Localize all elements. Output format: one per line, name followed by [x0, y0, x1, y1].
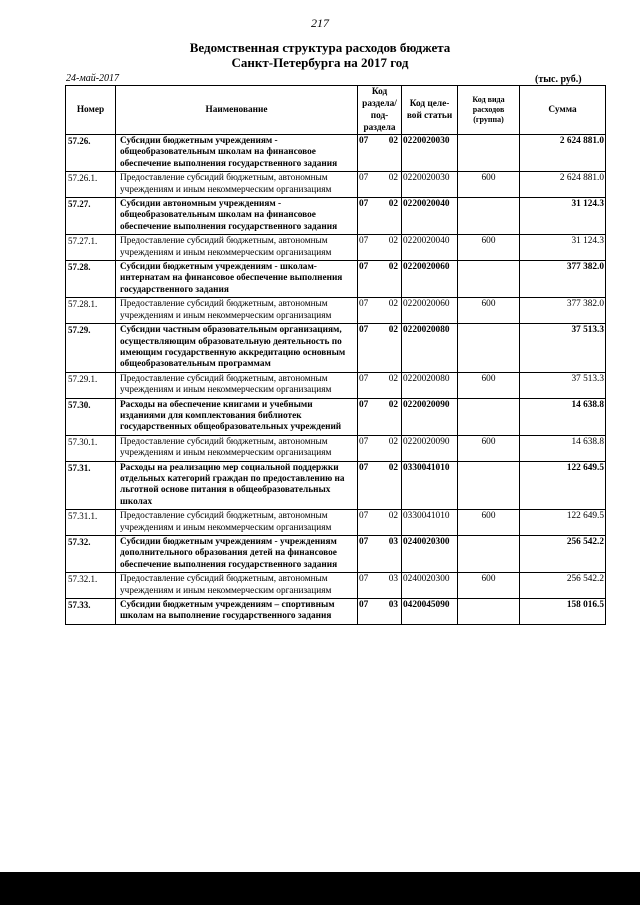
row-subsection-code: 03	[380, 573, 402, 599]
row-sum: 14 638.8	[520, 435, 606, 461]
title-line-1: Ведомственная структура расходов бюджета	[189, 40, 451, 55]
header-sum: Сумма	[520, 86, 606, 135]
row-sum: 31 124.3	[520, 198, 606, 235]
row-number: 57.29.1.	[66, 372, 116, 398]
row-section-code: 07	[358, 372, 380, 398]
row-target-code: 0240020300	[402, 536, 458, 573]
row-number: 57.27.1.	[66, 235, 116, 261]
row-target-code: 0220020080	[402, 324, 458, 373]
row-name: Расходы на обеспечение книгами и учебными изданиями для комплектования библиотек государственных общеобразовательных учреждений	[116, 398, 358, 435]
row-section-code: 07	[358, 461, 380, 510]
row-number: 57.31.1.	[66, 510, 116, 536]
document-date: 24-май-2017	[66, 73, 120, 84]
row-name: Предоставление субсидий бюджетным, автономным учреждениям и иным некоммерческим организациям	[116, 435, 358, 461]
row-number: 57.27.	[66, 198, 116, 235]
row-section-code: 07	[358, 324, 380, 373]
row-sum: 31 124.3	[520, 235, 606, 261]
row-target-code: 0220020030	[402, 135, 458, 172]
scan-bottom-edge	[0, 872, 640, 905]
row-section-code: 07	[358, 398, 380, 435]
table-row	[66, 135, 606, 172]
row-sum: 2 624 881.0	[520, 135, 606, 172]
row-name: Предоставление субсидий бюджетным, автономным учреждениям и иным некоммерческим организациям	[116, 510, 358, 536]
table-row	[66, 198, 606, 235]
row-name: Предоставление субсидий бюджетным, автономным учреждениям и иным некоммерческим организациям	[116, 298, 358, 324]
row-subsection-code: 02	[380, 298, 402, 324]
row-section-code: 07	[358, 235, 380, 261]
row-section-code: 07	[358, 599, 380, 625]
row-sum: 377 382.0	[520, 298, 606, 324]
table-row	[66, 372, 606, 398]
row-name: Субсидии бюджетным учреждениям – спортивным школам на выполнение государственного задания	[116, 599, 358, 625]
header-section: Код раздела/ под-раздела	[358, 86, 402, 135]
row-subsection-code: 02	[380, 398, 402, 435]
row-expense-type-code	[458, 398, 520, 435]
header-num: Номер	[66, 86, 116, 135]
row-name: Предоставление субсидий бюджетным, автономным учреждениям и иным некоммерческим организациям	[116, 235, 358, 261]
row-sum: 158 016.5	[520, 599, 606, 625]
row-section-code: 07	[358, 261, 380, 298]
table-row	[66, 573, 606, 599]
units-label: (тыс. руб.)	[535, 74, 582, 85]
row-name: Субсидии бюджетным учреждениям - учреждениям дополнительного образования детей на финансовое обеспечение выполнения государственного задания	[116, 536, 358, 573]
table-row	[66, 235, 606, 261]
row-subsection-code: 02	[380, 261, 402, 298]
row-number: 57.29.	[66, 324, 116, 373]
row-section-code: 07	[358, 435, 380, 461]
row-number: 57.26.	[66, 135, 116, 172]
row-name: Субсидии бюджетным учреждениям - общеобразовательным школам на финансовое обеспечение выполнения государственного задания	[116, 135, 358, 172]
table-row	[66, 510, 606, 536]
table-row	[66, 599, 606, 625]
header-expense-type: Код вида расходов (группа)	[458, 86, 520, 135]
row-number: 57.30.1.	[66, 435, 116, 461]
row-subsection-code: 02	[380, 510, 402, 536]
row-section-code: 07	[358, 298, 380, 324]
table-header-row	[66, 86, 606, 135]
table-row	[66, 324, 606, 373]
table-row	[66, 172, 606, 198]
row-number: 57.28.	[66, 261, 116, 298]
row-subsection-code: 02	[380, 461, 402, 510]
header-name: Наименование	[116, 86, 358, 135]
row-sum: 256 542.2	[520, 573, 606, 599]
row-section-code: 07	[358, 510, 380, 536]
row-subsection-code: 02	[380, 198, 402, 235]
row-sum: 2 624 881.0	[520, 172, 606, 198]
table-row	[66, 298, 606, 324]
row-target-code: 0220020060	[402, 298, 458, 324]
budget-table	[65, 85, 606, 625]
row-expense-type-code: 600	[458, 573, 520, 599]
row-sum: 122 649.5	[520, 461, 606, 510]
row-section-code: 07	[358, 135, 380, 172]
row-number: 57.30.	[66, 398, 116, 435]
row-number: 57.26.1.	[66, 172, 116, 198]
row-target-code: 0330041010	[402, 461, 458, 510]
row-sum: 37 513.3	[520, 324, 606, 373]
row-subsection-code: 02	[380, 372, 402, 398]
row-target-code: 0220020030	[402, 172, 458, 198]
row-expense-type-code	[458, 599, 520, 625]
row-number: 57.32.1.	[66, 573, 116, 599]
row-sum: 122 649.5	[520, 510, 606, 536]
row-name: Расходы на реализацию мер социальной поддержки отдельных категорий граждан по предоставлению на льготной основе питания в общеобразовательных школах	[116, 461, 358, 510]
row-target-code: 0240020300	[402, 573, 458, 599]
row-expense-type-code	[458, 198, 520, 235]
row-name: Субсидии частным образовательным организациям, осуществляющим образовательную деятельность по имеющим государственную аккредитацию основным общеобразовательным программам	[116, 324, 358, 373]
row-name: Субсидии бюджетным учреждениям - школам-интернатам на финансовое обеспечение выполнения государственного задания	[116, 261, 358, 298]
row-section-code: 07	[358, 198, 380, 235]
row-expense-type-code: 600	[458, 298, 520, 324]
header-target: Код целе-вой статьи	[402, 86, 458, 135]
row-expense-type-code	[458, 324, 520, 373]
row-target-code: 0420045090	[402, 599, 458, 625]
row-name: Предоставление субсидий бюджетным, автономным учреждениям и иным некоммерческим организациям	[116, 573, 358, 599]
row-expense-type-code: 600	[458, 435, 520, 461]
row-target-code: 0220020090	[402, 435, 458, 461]
row-expense-type-code	[458, 461, 520, 510]
row-sum: 14 638.8	[520, 398, 606, 435]
row-name: Предоставление субсидий бюджетным, автономным учреждениям и иным некоммерческим организациям	[116, 372, 358, 398]
table-row	[66, 536, 606, 573]
table-row	[66, 435, 606, 461]
row-target-code: 0330041010	[402, 510, 458, 536]
row-target-code: 0220020040	[402, 235, 458, 261]
table-row	[66, 461, 606, 510]
row-expense-type-code	[458, 261, 520, 298]
row-section-code: 07	[358, 573, 380, 599]
row-subsection-code: 02	[380, 235, 402, 261]
row-sum: 256 542.2	[520, 536, 606, 573]
table-row	[66, 398, 606, 435]
row-target-code: 0220020040	[402, 198, 458, 235]
title-line-2: Санкт-Петербурга на 2017 год	[231, 55, 409, 70]
row-expense-type-code: 600	[458, 372, 520, 398]
page-number: 217	[311, 16, 329, 30]
table-body	[66, 135, 606, 625]
row-expense-type-code	[458, 536, 520, 573]
row-name: Субсидии автономным учреждениям - общеобразовательным школам на финансовое обеспечение выполнения государственного задания	[116, 198, 358, 235]
document-title	[0, 40, 640, 70]
row-name: Предоставление субсидий бюджетным, автономным учреждениям и иным некоммерческим организациям	[116, 172, 358, 198]
row-subsection-code: 02	[380, 172, 402, 198]
row-number: 57.28.1.	[66, 298, 116, 324]
row-section-code: 07	[358, 536, 380, 573]
row-subsection-code: 03	[380, 536, 402, 573]
row-sum: 377 382.0	[520, 261, 606, 298]
row-number: 57.31.	[66, 461, 116, 510]
row-expense-type-code: 600	[458, 510, 520, 536]
row-subsection-code: 02	[380, 435, 402, 461]
row-target-code: 0220020080	[402, 372, 458, 398]
row-expense-type-code	[458, 135, 520, 172]
row-expense-type-code: 600	[458, 172, 520, 198]
table-row	[66, 261, 606, 298]
row-subsection-code: 03	[380, 599, 402, 625]
row-section-code: 07	[358, 172, 380, 198]
row-sum: 37 513.3	[520, 372, 606, 398]
row-number: 57.33.	[66, 599, 116, 625]
row-subsection-code: 02	[380, 324, 402, 373]
row-number: 57.32.	[66, 536, 116, 573]
row-target-code: 0220020060	[402, 261, 458, 298]
row-subsection-code: 02	[380, 135, 402, 172]
row-target-code: 0220020090	[402, 398, 458, 435]
row-expense-type-code: 600	[458, 235, 520, 261]
